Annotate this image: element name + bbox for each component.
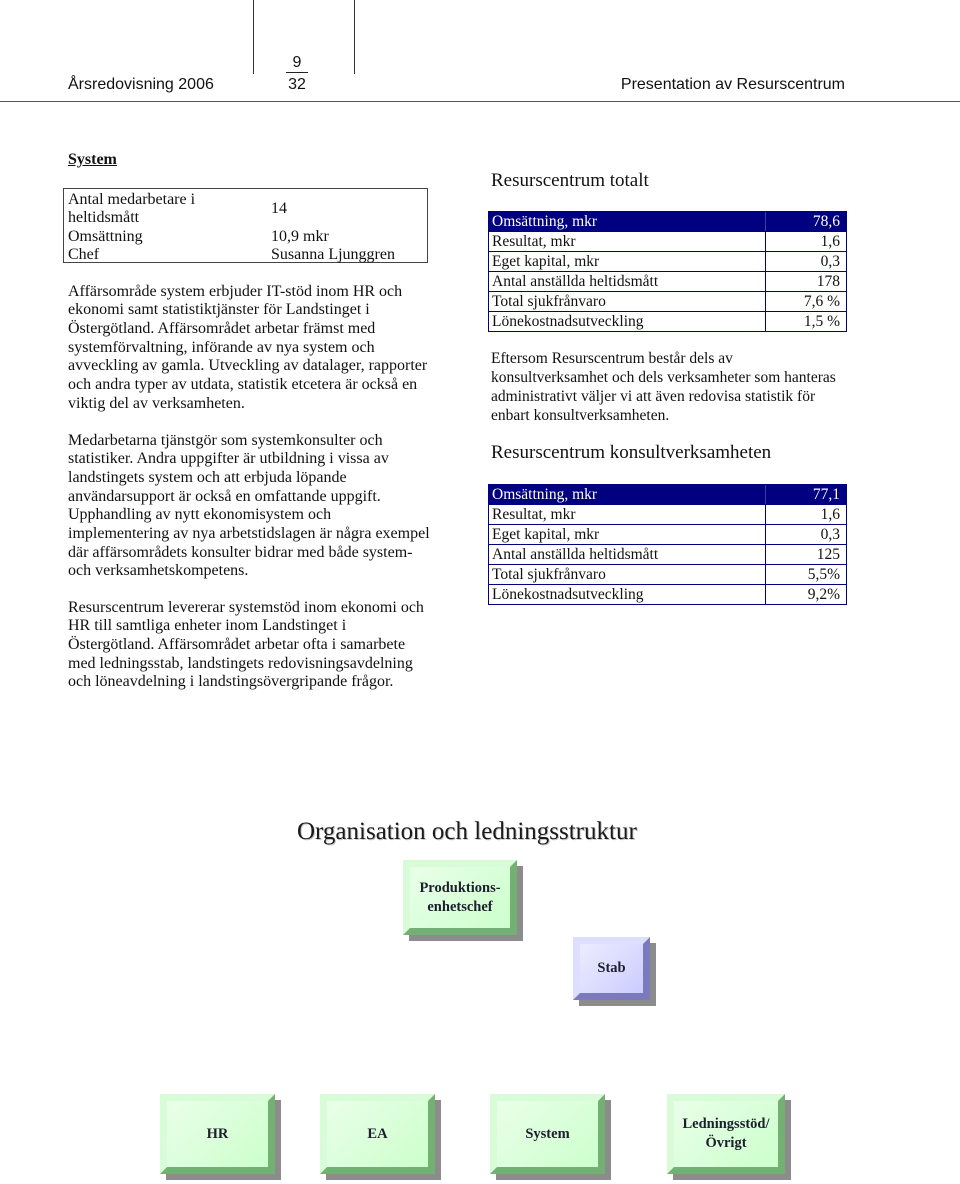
header-rule-right: [354, 0, 355, 74]
row-label: Omsättning, mkr: [489, 485, 766, 504]
employees-value: 14: [271, 199, 287, 217]
system-paragraph-1: [68, 283, 427, 414]
page-total: 32: [288, 76, 306, 93]
turnover-value: 10,9 mkr: [271, 227, 329, 245]
row-label: Resultat, mkr: [489, 505, 766, 524]
org-chart-title: Organisation och ledningsstruktur: [297, 818, 637, 845]
manager-value: Susanna Ljunggren: [271, 245, 395, 263]
text-line: EA: [367, 1125, 388, 1142]
text-line: administrativt väljer vi att även redovisa statistik för: [491, 387, 816, 405]
table-row: [489, 231, 846, 251]
konsult-table: [488, 484, 847, 605]
table-row: [489, 584, 846, 604]
row-label: Antal anställda heltidsmått: [489, 545, 766, 564]
table-row: [489, 504, 846, 524]
text-line: Medarbetarna tjänstgör som systemkonsulter och: [68, 431, 383, 449]
report-title: Årsredovisning 2006: [68, 76, 214, 93]
system-box: [490, 1094, 605, 1174]
table-row: [489, 251, 846, 271]
manager-label: Chef: [68, 245, 100, 263]
text-line: Affärsområde system erbjuder IT-stöd inom HR och: [68, 282, 403, 300]
turnover-label: Omsättning: [68, 227, 143, 245]
table-row: [489, 544, 846, 564]
text-line: Upphandling av nytt ekonomisystem och: [68, 506, 332, 524]
text-line: och andra typer av utdata, statistik etcetera är också en: [68, 376, 418, 394]
ea-box: [320, 1094, 435, 1174]
totalt-heading: Resurscentrum totalt: [491, 170, 649, 191]
text-line: och löneavdelning i landstingsövergripande frågor.: [68, 673, 394, 691]
text-line: implementering av nya arbetstidslagen är några exempel: [68, 525, 430, 543]
row-label: Eget kapital, mkr: [489, 252, 766, 271]
employees-label-line-2: heltidsmått: [68, 209, 140, 226]
row-label: Total sjukfrånvaro: [489, 292, 766, 311]
table-row: [489, 212, 846, 231]
text-line: Resurscentrum levererar systemstöd inom ekonomi och: [68, 598, 424, 616]
row-value: 1,5 %: [803, 313, 840, 330]
text-line: konsultverksamhet och dels verksamheter som hanteras: [491, 368, 836, 386]
text-line: enhetschef: [427, 898, 493, 915]
system-paragraph-3: [68, 599, 424, 693]
text-line: där affärsområdets konsulter bidrar med både system-: [68, 543, 413, 561]
row-value: 7,6 %: [803, 293, 840, 310]
text-line: med ledningsstab, landstingets redovisningsavdelning: [68, 654, 413, 672]
row-label: Total sjukfrånvaro: [489, 565, 766, 584]
text-line: statistiker. Andra uppgifter är utbildning i vissa av: [68, 450, 389, 468]
table-row: [489, 524, 846, 544]
header-rule-left: [253, 0, 254, 74]
text-line: Övrigt: [705, 1135, 747, 1151]
row-value: 5,5%: [807, 566, 840, 583]
employees-label-line-1: Antal medarbetare i: [68, 190, 196, 208]
row-label: Antal anställda heltidsmått: [489, 272, 766, 291]
row-value: 77,1: [812, 486, 840, 503]
text-line: landstingets system och att erbjuda löpande: [68, 468, 347, 486]
stab-box: [573, 937, 650, 1000]
row-label: Lönekostnadsutveckling: [489, 312, 766, 331]
produktionsenhetschef-box: [403, 860, 517, 935]
system-facts-box: [63, 188, 428, 263]
text-line: viktig del av verksamheten.: [68, 394, 245, 412]
row-value: 178: [816, 273, 840, 290]
hr-box: [160, 1094, 275, 1174]
system-paragraph-2: [68, 432, 430, 582]
text-line: användarsupport är också en omfattande uppgift.: [68, 487, 381, 505]
row-value: 1,6: [820, 506, 840, 523]
table-row: [489, 271, 846, 291]
text-line: Ledningsstöd/: [682, 1116, 770, 1132]
row-value: 9,2%: [807, 586, 840, 603]
table-row: [489, 485, 846, 504]
row-value: 0,3: [820, 526, 840, 543]
text-line: avveckling av gamla. Utveckling av datalager, rapporter: [68, 357, 428, 375]
row-value: 78,6: [812, 213, 840, 230]
text-line: systemförvaltning, införande av nya system och: [68, 338, 375, 356]
system-heading: System: [68, 151, 117, 168]
row-label: Omsättning, mkr: [489, 212, 766, 231]
text-line: enbart konsultverksamheten.: [491, 406, 670, 424]
row-label: Resultat, mkr: [489, 232, 766, 251]
text-line: Östergötland. Affärsområdet arbetar främst med: [68, 319, 376, 337]
totalt-table: [488, 211, 847, 332]
row-value: 0,3: [820, 253, 840, 270]
text-line: System: [525, 1125, 570, 1142]
table-row: [489, 564, 846, 584]
text-line: Produktions-: [419, 879, 501, 896]
page-number: 9: [286, 54, 308, 73]
table-row: [489, 311, 846, 331]
text-line: Stab: [597, 960, 626, 976]
table-row: [489, 291, 846, 311]
konsult-heading: Resurscentrum konsultverksamheten: [491, 442, 772, 463]
ledningsstod-box: [667, 1094, 785, 1174]
section-title: Presentation av Resurscentrum: [620, 76, 845, 93]
text-line: och verksamhetskompetens.: [68, 562, 249, 580]
text-line: Östergötland. Affärsområdet arbetar ofta i samarbete: [68, 635, 406, 653]
statistics-note: [491, 349, 836, 425]
text-line: ekonomi samt statistiktjänster för Landstinget i: [68, 301, 370, 319]
text-line: HR: [206, 1125, 229, 1142]
text-line: HR till samtliga enheter inom Landstinget i: [68, 617, 347, 635]
header-divider: [0, 101, 960, 102]
row-label: Lönekostnadsutveckling: [489, 585, 766, 604]
row-value: 125: [816, 546, 840, 563]
row-label: Eget kapital, mkr: [489, 525, 766, 544]
row-value: 1,6: [820, 233, 840, 250]
text-line: Eftersom Resurscentrum består dels av: [491, 349, 733, 367]
